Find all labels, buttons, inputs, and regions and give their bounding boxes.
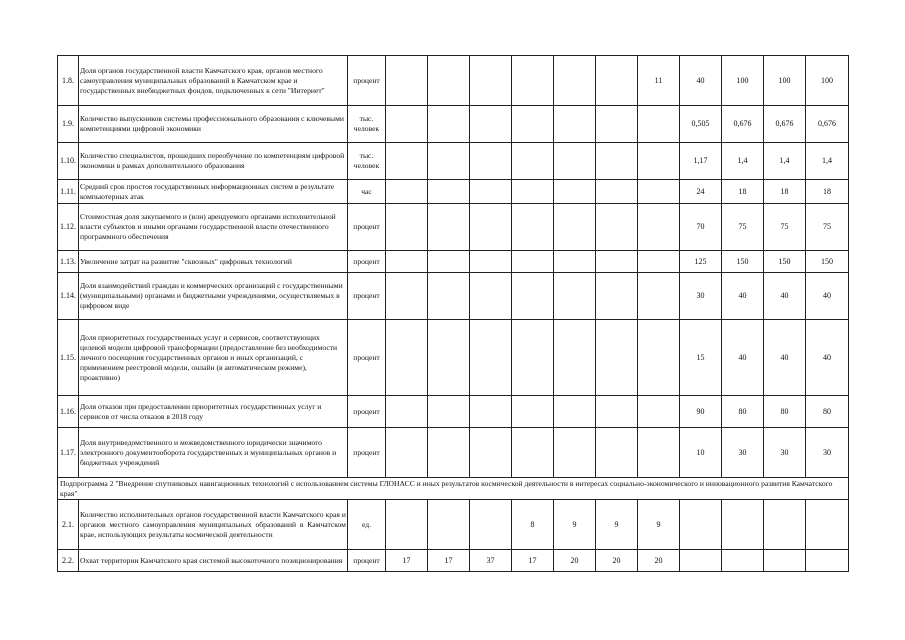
value-cell: 150 [764, 251, 806, 273]
value-cell [638, 106, 680, 143]
value-cell: 70 [680, 204, 722, 251]
value-cell [470, 500, 512, 550]
value-cell [386, 180, 428, 204]
value-cell [512, 204, 554, 251]
value-cell [722, 550, 764, 572]
indicator-name: Доля приоритетных государственных услуг и сервисов, соответствующих целевой модели цифровой трансформации (предоставление без необходимости личного посещения государственных органов и иных организаций, с применением реестровой модели, онлайн (в автоматическом режиме), проактивно) [79, 320, 348, 396]
value-cell: 1,17 [680, 143, 722, 180]
value-cell [596, 428, 638, 478]
value-cell [470, 180, 512, 204]
value-cell [806, 500, 849, 550]
value-cell: 40 [764, 273, 806, 320]
value-cell [428, 180, 470, 204]
indicator-name: Количество специалистов, прошедших переобучение по компетенциям цифровой экономики в рамках дополнительного образования [79, 143, 348, 180]
value-cell [638, 143, 680, 180]
value-cell: 20 [638, 550, 680, 572]
row-number: 1.8. [58, 56, 79, 106]
value-cell: 0,676 [764, 106, 806, 143]
row-number: 1.12. [58, 204, 79, 251]
value-cell [470, 251, 512, 273]
value-cell: 40 [722, 320, 764, 396]
value-cell [512, 396, 554, 428]
unit-cell: процент [348, 550, 386, 572]
indicator-name: Доля внутриведомственного и межведомственного юридически значимого электронного документооборота государственных и муниципальных органов и бюджетных учреждений [79, 428, 348, 478]
unit-cell: час [348, 180, 386, 204]
indicator-name: Средний срок простоя государственных информационных систем в результате компьютерных атак [79, 180, 348, 204]
value-cell [638, 273, 680, 320]
value-cell: 9 [638, 500, 680, 550]
row-number: 1.17. [58, 428, 79, 478]
value-cell [512, 106, 554, 143]
unit-cell: тыс. человек [348, 106, 386, 143]
value-cell: 20 [554, 550, 596, 572]
unit-cell: процент [348, 320, 386, 396]
value-cell: 8 [512, 500, 554, 550]
row-number: 1.15. [58, 320, 79, 396]
value-cell: 30 [722, 428, 764, 478]
value-cell [386, 106, 428, 143]
value-cell: 9 [596, 500, 638, 550]
value-cell: 40 [722, 273, 764, 320]
indicator-name: Доля взаимодействий граждан и коммерческих организаций с государственными (муниципальными) органами и бюджетными учреждениями, осуществляемых в цифровом виде [79, 273, 348, 320]
value-cell [428, 143, 470, 180]
value-cell [596, 56, 638, 106]
row-number: 2.1. [58, 500, 79, 550]
unit-cell: процент [348, 428, 386, 478]
value-cell: 18 [722, 180, 764, 204]
value-cell [638, 320, 680, 396]
table-row [58, 204, 849, 251]
value-cell: 18 [764, 180, 806, 204]
value-cell: 0,505 [680, 106, 722, 143]
value-cell: 75 [764, 204, 806, 251]
value-cell: 90 [680, 396, 722, 428]
value-cell [554, 396, 596, 428]
table-row [58, 396, 849, 428]
row-number: 1.10. [58, 143, 79, 180]
value-cell [470, 320, 512, 396]
value-cell [428, 396, 470, 428]
value-cell [554, 251, 596, 273]
value-cell: 1,4 [806, 143, 849, 180]
value-cell: 1,4 [722, 143, 764, 180]
row-number: 1.14. [58, 273, 79, 320]
value-cell [428, 56, 470, 106]
value-cell: 37 [470, 550, 512, 572]
value-cell [806, 550, 849, 572]
table-row [58, 180, 849, 204]
value-cell [764, 550, 806, 572]
value-cell [428, 320, 470, 396]
value-cell: 17 [386, 550, 428, 572]
value-cell [596, 320, 638, 396]
value-cell [680, 500, 722, 550]
value-cell: 40 [764, 320, 806, 396]
table-row [58, 143, 849, 180]
row-number: 1.13. [58, 251, 79, 273]
unit-cell: процент [348, 273, 386, 320]
indicators-table [57, 55, 849, 572]
table-row [58, 106, 849, 143]
unit-cell: процент [348, 56, 386, 106]
value-cell: 100 [722, 56, 764, 106]
unit-cell: процент [348, 251, 386, 273]
value-cell [554, 180, 596, 204]
value-cell [554, 106, 596, 143]
value-cell [512, 320, 554, 396]
value-cell [554, 56, 596, 106]
value-cell [428, 204, 470, 251]
table-row [58, 550, 849, 572]
value-cell [596, 106, 638, 143]
value-cell [428, 500, 470, 550]
table-row [58, 273, 849, 320]
value-cell [470, 273, 512, 320]
value-cell [386, 273, 428, 320]
value-cell [470, 106, 512, 143]
value-cell [512, 251, 554, 273]
indicator-name: Количество исполнительных органов государственной власти Камчатского края и органов местного самоуправления муниципальных образований в Камчатском крае, использующих результаты космической деятельности [79, 500, 348, 550]
value-cell: 150 [806, 251, 849, 273]
value-cell: 10 [680, 428, 722, 478]
value-cell: 15 [680, 320, 722, 396]
value-cell [722, 500, 764, 550]
value-cell: 1,4 [764, 143, 806, 180]
value-cell [470, 428, 512, 478]
table-row [58, 251, 849, 273]
value-cell: 100 [764, 56, 806, 106]
value-cell: 11 [638, 56, 680, 106]
value-cell: 9 [554, 500, 596, 550]
value-cell [428, 428, 470, 478]
value-cell: 80 [722, 396, 764, 428]
indicator-name: Охват территории Камчатского края системой высокоточного позиционирования [79, 550, 348, 572]
value-cell [512, 428, 554, 478]
value-cell: 80 [764, 396, 806, 428]
value-cell [638, 204, 680, 251]
value-cell [638, 251, 680, 273]
value-cell [638, 396, 680, 428]
value-cell [428, 106, 470, 143]
value-cell: 20 [596, 550, 638, 572]
unit-cell: тыс. человек [348, 143, 386, 180]
value-cell: 75 [806, 204, 849, 251]
value-cell [596, 180, 638, 204]
value-cell: 24 [680, 180, 722, 204]
value-cell [512, 143, 554, 180]
value-cell [386, 396, 428, 428]
value-cell [554, 428, 596, 478]
value-cell: 40 [806, 273, 849, 320]
value-cell: 18 [806, 180, 849, 204]
indicator-name: Доля органов государственной власти Камчатского края, органов местного самоуправления муниципальных образований в Камчатском крае и государственных внебюджетных фондов, подключенных к сети "Интернет" [79, 56, 348, 106]
row-number: 1.11. [58, 180, 79, 204]
value-cell [470, 56, 512, 106]
value-cell [386, 500, 428, 550]
value-cell: 40 [680, 56, 722, 106]
value-cell [386, 320, 428, 396]
row-number: 1.16. [58, 396, 79, 428]
value-cell [554, 143, 596, 180]
value-cell [428, 251, 470, 273]
value-cell: 17 [512, 550, 554, 572]
value-cell [386, 428, 428, 478]
value-cell [638, 428, 680, 478]
value-cell [386, 56, 428, 106]
value-cell [470, 204, 512, 251]
row-number: 2.2. [58, 550, 79, 572]
indicator-name: Стоимостная доля закупаемого и (или) арендуемого органами исполнительной власти субъектов и иными органами государственной власти отечественного программного обеспечения [79, 204, 348, 251]
unit-cell: процент [348, 396, 386, 428]
value-cell [386, 143, 428, 180]
value-cell [512, 180, 554, 204]
value-cell [554, 204, 596, 251]
value-cell: 125 [680, 251, 722, 273]
value-cell [596, 273, 638, 320]
table-row [58, 500, 849, 550]
value-cell: 0,676 [722, 106, 764, 143]
value-cell [428, 273, 470, 320]
value-cell: 150 [722, 251, 764, 273]
value-cell: 100 [806, 56, 849, 106]
value-cell [596, 143, 638, 180]
value-cell [554, 320, 596, 396]
value-cell: 30 [806, 428, 849, 478]
unit-cell: ед. [348, 500, 386, 550]
value-cell [470, 143, 512, 180]
table-row [58, 428, 849, 478]
value-cell: 30 [764, 428, 806, 478]
value-cell: 75 [722, 204, 764, 251]
value-cell [512, 273, 554, 320]
indicator-name: Доля отказов при предоставлении приоритетных государственных услуг и сервисов от числа отказов в 2018 году [79, 396, 348, 428]
value-cell: 40 [806, 320, 849, 396]
value-cell: 0,676 [806, 106, 849, 143]
value-cell: 17 [428, 550, 470, 572]
row-number: 1.9. [58, 106, 79, 143]
value-cell [596, 396, 638, 428]
value-cell [680, 550, 722, 572]
value-cell [386, 204, 428, 251]
value-cell [554, 273, 596, 320]
value-cell [470, 396, 512, 428]
value-cell: 30 [680, 273, 722, 320]
unit-cell: процент [348, 204, 386, 251]
value-cell [596, 204, 638, 251]
table-body [58, 56, 849, 572]
subprogram-row [58, 478, 849, 500]
indicator-name: Увеличение затрат на развитие "сквозных" цифровых технологий [79, 251, 348, 273]
table-row [58, 320, 849, 396]
value-cell [512, 56, 554, 106]
value-cell: 80 [806, 396, 849, 428]
value-cell [386, 251, 428, 273]
indicator-name: Количество выпускников системы профессионального образования с ключевыми компетенциями цифровой экономики [79, 106, 348, 143]
table-row [58, 56, 849, 106]
subprogram-title: Подпрограмма 2 "Внедрение спутниковых навигационных технологий с использованием системы ГЛОНАСС и иных результатов космической деятельности в интересах социально-экономического и инновационного развития Камчатского края" [58, 478, 849, 500]
value-cell [638, 180, 680, 204]
value-cell [596, 251, 638, 273]
value-cell [764, 500, 806, 550]
